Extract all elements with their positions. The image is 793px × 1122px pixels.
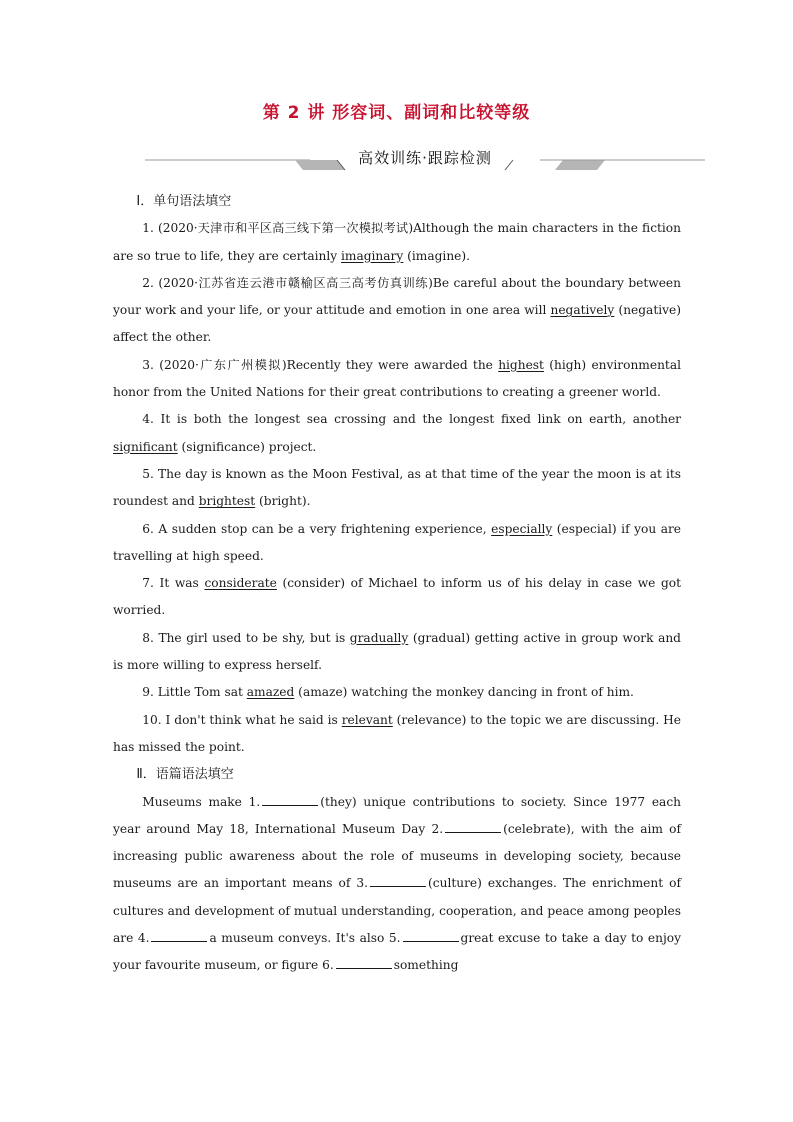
- question-item: [113, 461, 681, 516]
- answer-text: gradually: [349, 630, 409, 645]
- answer-text: especially: [491, 521, 553, 536]
- question-hint: (relevance) to the topic we are discussing. He has missed the point.: [113, 712, 682, 754]
- question-hint: (high) environmental honor from the United Nations for their great contributions to creating a greener world.: [113, 357, 681, 400]
- blank-6[interactable]: [336, 956, 392, 969]
- answer-text: considerate: [204, 576, 277, 591]
- answer-text: negatively: [550, 303, 615, 318]
- passage-text: a museum conveys. It's also 5.: [209, 931, 401, 946]
- question-item: [113, 679, 681, 706]
- exercise-content: [113, 188, 681, 980]
- question-hint: (especial) if you are travelling at high speed.: [113, 521, 681, 563]
- question-item: [113, 215, 681, 270]
- question-hint: (consider) of Michael to inform us of his delay in case we got worried.: [113, 576, 682, 618]
- passage-paragraph: [113, 789, 681, 980]
- blank-5[interactable]: [403, 929, 459, 942]
- passage-text: something: [393, 958, 459, 973]
- question-hint: (gradual) getting active in group work and is more willing to express herself.: [113, 630, 681, 673]
- answer-text: brightest: [198, 494, 256, 509]
- question-item: [113, 707, 681, 762]
- question-item: [113, 516, 681, 571]
- question-item: [113, 270, 681, 352]
- passage-text: Museums make 1.: [142, 794, 261, 809]
- passage-text: (celebrate), with the aim of increasing public awareness about the role of museums in developing society, because museums are an important means of 3.: [113, 821, 681, 891]
- section-heading: Ⅱ．语篇语法填空: [136, 767, 234, 783]
- blank-3[interactable]: [370, 874, 426, 887]
- answer-text: significant: [113, 439, 178, 454]
- answer-text: highest: [498, 357, 544, 372]
- banner-label: 高效训练·跟踪检测: [358, 149, 492, 167]
- blank-4[interactable]: [151, 929, 207, 942]
- passage-text: (they) unique contributions to society. Since 1977 each year around May 18, International Museum Day 2.: [113, 794, 681, 836]
- question-text: 2. (2020·江苏省连云港市赣榆区高三高考仿真训练)Be careful about the boundary between your work and your life, or your attitude and emotion in one area will: [113, 275, 681, 318]
- question-hint: (bright).: [255, 494, 311, 509]
- question-item: [113, 352, 681, 407]
- passage-text: (culture) exchanges. The enrichment of cultures and development of mutual understanding, cooperation, and peace among peoples are 4.: [113, 876, 681, 946]
- question-hint: (significance) project.: [177, 439, 317, 454]
- question-text: 8. The girl used to be shy, but is: [142, 630, 350, 645]
- answer-text: amazed: [246, 685, 295, 700]
- question-hint: (negative) affect the other.: [113, 303, 681, 345]
- page-title: 第 2 讲 形容词、副词和比较等级: [262, 103, 531, 123]
- blank-1[interactable]: [262, 793, 318, 806]
- question-item: [113, 570, 681, 625]
- section-banner: [145, 143, 705, 173]
- question-text: 3. (2020·广东广州模拟)Recently they were awarded the: [142, 357, 499, 372]
- blank-2[interactable]: [445, 820, 501, 833]
- passage-text: great excuse to take a day to enjoy your favourite museum, or figure 6.: [113, 931, 681, 973]
- section-heading: Ⅰ．单句语法填空: [136, 194, 232, 209]
- question-text: 9. Little Tom sat: [142, 685, 247, 700]
- question-hint: (amaze) watching the monkey dancing in front of him.: [294, 685, 634, 700]
- question-hint: (imagine).: [403, 248, 471, 263]
- question-text: 7. It was: [142, 576, 205, 591]
- question-item: [113, 406, 681, 461]
- question-text: 4. It is both the longest sea crossing and the longest fixed link on earth, another: [142, 412, 681, 427]
- answer-text: imaginary: [341, 248, 404, 263]
- question-text: 5. The day is known as the Moon Festival, as at that time of the year the moon is at its roundest and: [113, 466, 681, 509]
- question-text: 1. (2020·天津市和平区高三线下第一次模拟考试)Although the main characters in the fiction are so true to life, they are certainly: [113, 221, 681, 263]
- answer-text: relevant: [341, 712, 393, 727]
- question-text: 6. A sudden stop can be a very frightening experience,: [142, 521, 492, 536]
- question-item: [113, 625, 681, 680]
- question-text: 10. I don't think what he said is: [142, 712, 342, 727]
